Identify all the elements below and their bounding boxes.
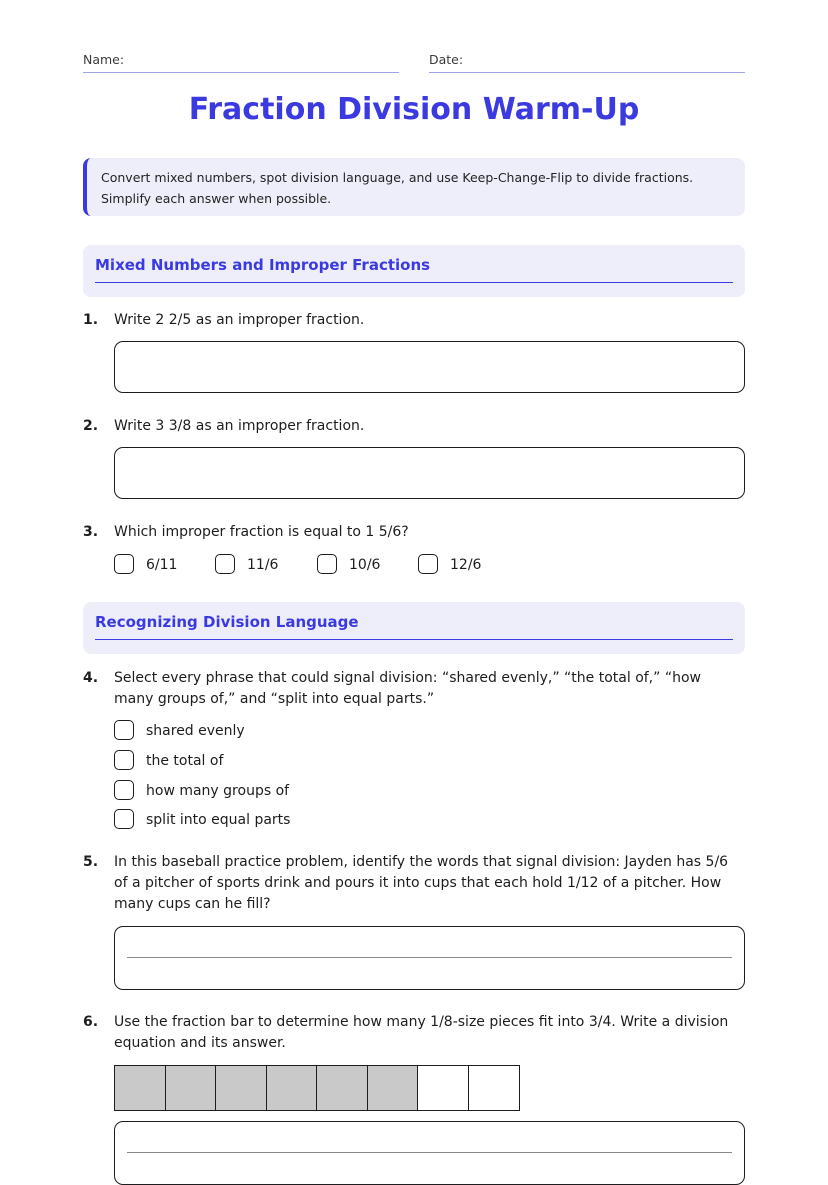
question-number: 5. bbox=[83, 854, 99, 870]
name-field[interactable] bbox=[83, 52, 399, 73]
fraction-bar-cell-shaded bbox=[166, 1066, 217, 1110]
checkbox[interactable] bbox=[215, 554, 235, 574]
question-text: Write 3 3/8 as an improper fraction. bbox=[114, 418, 365, 434]
checkbox[interactable] bbox=[114, 780, 134, 800]
choice-label: split into equal parts bbox=[146, 812, 291, 828]
header bbox=[83, 52, 745, 74]
fraction-bar-cell-empty bbox=[418, 1066, 469, 1110]
checkbox[interactable] bbox=[114, 720, 134, 740]
choice-label: 6/11 bbox=[146, 557, 178, 573]
question-text: In this baseball practice problem, identify the words that signal division: Jayden has 5/6 of a pitcher of sports drink and pours it into cups that each hold 1/12 of a pitcher. How many cups can he fill? bbox=[114, 854, 729, 912]
choice-label: the total of bbox=[146, 753, 224, 769]
checkbox[interactable] bbox=[114, 554, 134, 574]
fraction-bar-cell-empty bbox=[469, 1066, 520, 1110]
section-title: Recognizing Division Language bbox=[95, 613, 733, 640]
section-header-mixed-numbers bbox=[83, 245, 745, 297]
checkbox[interactable] bbox=[418, 554, 438, 574]
question-text: Write 2 2/5 as an improper fraction. bbox=[114, 312, 365, 328]
date-field[interactable] bbox=[429, 52, 745, 73]
question-number: 3. bbox=[83, 524, 99, 540]
checkbox[interactable] bbox=[114, 750, 134, 770]
question-number: 2. bbox=[83, 418, 99, 434]
choice-label: 10/6 bbox=[349, 557, 381, 573]
answer-line bbox=[127, 1152, 732, 1153]
fraction-bar bbox=[114, 1065, 520, 1111]
date-label: Date: bbox=[429, 52, 464, 67]
choice-label: how many groups of bbox=[146, 783, 290, 799]
answer-box-5[interactable] bbox=[114, 926, 745, 990]
question-text: Which improper fraction is equal to 1 5/6? bbox=[114, 524, 409, 540]
checkbox[interactable] bbox=[114, 809, 134, 829]
answer-line bbox=[127, 957, 732, 958]
fraction-bar-cell-shaded bbox=[267, 1066, 318, 1110]
question-number: 4. bbox=[83, 670, 99, 686]
question-number: 6. bbox=[83, 1014, 99, 1030]
page-title: Fraction Division Warm-Up bbox=[188, 92, 640, 127]
answer-box-1[interactable] bbox=[114, 341, 745, 393]
question-text: Select every phrase that could signal division: “shared evenly,” “the total of,” “how many groups of,” and “split into equal parts.” bbox=[114, 670, 701, 707]
question-number: 1. bbox=[83, 312, 99, 328]
fraction-bar-cell-shaded bbox=[216, 1066, 267, 1110]
answer-box-2[interactable] bbox=[114, 447, 745, 499]
choice-label: shared evenly bbox=[146, 723, 245, 739]
checkbox[interactable] bbox=[317, 554, 337, 574]
choice-label: 11/6 bbox=[247, 557, 279, 573]
answer-box-6[interactable] bbox=[114, 1121, 745, 1185]
question-text: Use the fraction bar to determine how many 1/8-size pieces fit into 3/4. Write a division equation and its answer. bbox=[114, 1014, 729, 1051]
choice-label: 12/6 bbox=[450, 557, 482, 573]
fraction-bar-cell-shaded bbox=[368, 1066, 419, 1110]
instructions-callout: Convert mixed numbers, spot division language, and use Keep-Change-Flip to divide fractions. Simplify each answer when possible. bbox=[83, 158, 745, 216]
name-label: Name: bbox=[83, 52, 125, 67]
section-header-division-language bbox=[83, 602, 745, 654]
fraction-bar-cell-shaded bbox=[115, 1066, 166, 1110]
fraction-bar-cell-shaded bbox=[317, 1066, 368, 1110]
section-title: Mixed Numbers and Improper Fractions bbox=[95, 256, 733, 283]
